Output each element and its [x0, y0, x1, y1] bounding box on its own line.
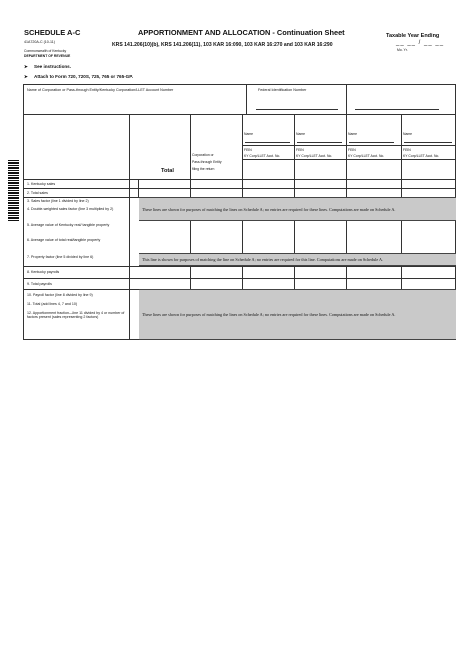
- row-line: [24, 188, 456, 189]
- column-acct-label: KY Corp/LLET Acct. No.: [348, 154, 385, 158]
- name-underline: [349, 142, 394, 143]
- instruction-attach: [24, 74, 133, 80]
- taxable-year-sublabel: Mo. Yr.: [397, 48, 408, 52]
- row-label-line10: 10. Payroll factor (line 8 divided by line 9): [27, 293, 93, 297]
- commonwealth-label: Commonwealth of Kentucky: [24, 49, 67, 53]
- column-acct-label: KY Corp/LLET Acct. No.: [244, 154, 281, 158]
- row-label-line11: 11. Total (add lines 4, 7 and 10): [27, 302, 78, 306]
- column-name-label: Name: [403, 132, 413, 136]
- row-label-line4: 4. Double-weighted sales factor (line 3 multiplied by 2): [27, 207, 114, 211]
- schedule-title: SCHEDULE A-C: [24, 28, 81, 37]
- column-fein-label: FEIN: [244, 148, 252, 152]
- property-factor-note: This line is shown for purposes of matching the line on Schedule A; no entries are required for this line. Computations are made on Schedule A.: [139, 253, 456, 266]
- name-underline: [297, 142, 342, 143]
- column-fein-label: FEIN: [296, 148, 304, 152]
- divider: [246, 84, 247, 114]
- column-name-label: Name: [348, 132, 358, 136]
- header-line: [242, 159, 456, 160]
- total-column-header: Total: [161, 168, 174, 174]
- row-label-line12: 12. Apportionment fraction—line 11 divided by 4 or number of factors present (sales representing 2 factors): [27, 311, 125, 320]
- row-label-line1: 1. Kentucky sales: [27, 182, 56, 186]
- barcode-image: [8, 160, 19, 222]
- row-label-line6: 6. Average value of total real/tangible property: [27, 238, 101, 242]
- row-line: [24, 266, 456, 267]
- header-line: [242, 145, 456, 146]
- arrow-bullet-icon: ➤: [24, 64, 28, 69]
- row-line: [24, 179, 129, 180]
- instruction-text: See instructions.: [34, 64, 72, 69]
- entity-name-field[interactable]: Name of Corporation or Pass-through Entity/Kentucky Corporation/LLET Account Number: [27, 88, 174, 92]
- column-fein-label: FEIN: [348, 148, 356, 152]
- row-label-line9: 9. Total payrolls: [27, 282, 52, 286]
- column-acct-label: KY Corp/LLET Acct. No.: [403, 154, 440, 158]
- column-acct-label: KY Corp/LLET Acct. No.: [296, 154, 333, 158]
- row-label-line7: 7. Property factor (line 5 divided by line 6): [27, 255, 94, 259]
- header-line: [129, 179, 456, 180]
- name-underline: [245, 142, 290, 143]
- column-divider: [129, 115, 130, 340]
- department-label: DEPARTMENT OF REVENUE: [24, 53, 71, 58]
- fein-field[interactable]: Federal Identification Number: [258, 88, 307, 92]
- taxable-year-label: Taxable Year Ending: [386, 33, 440, 39]
- row-label-line8: 8. Kentucky payrolls: [27, 270, 60, 274]
- filer-column-header: Corporation or: [192, 153, 214, 157]
- filer-column-header: Pass-through Entity: [192, 160, 222, 164]
- instruction-see-instructions: [24, 64, 71, 70]
- apportionment-table: [23, 114, 456, 340]
- column-fein-label: FEIN: [403, 148, 411, 152]
- arrow-bullet-icon: ➤: [24, 74, 28, 79]
- row-label-line2: 2. Total sales: [27, 191, 48, 195]
- page-title: APPORTIONMENT AND ALLOCATION - Continuation Sheet: [138, 28, 345, 37]
- row-label-line3: 3. Sales factor (line 1 divided by line 2): [27, 199, 89, 203]
- form-number: 41A720A-C (10-11): [24, 40, 55, 44]
- column-name-label: Name: [296, 132, 306, 136]
- name-underline: [404, 142, 452, 143]
- statute-references: KRS 141.206(10)(b), KRS 141.206(11), 103 KAR 16:090, 103 KAR 16:270 and 103 KAR 16:290: [112, 42, 333, 48]
- instruction-text: Attach to Form 720, 720S, 725, 765 or 765-GP.: [34, 74, 133, 79]
- row-line: [24, 278, 456, 279]
- fein-underline: [256, 109, 338, 110]
- payroll-factor-note: These lines are shown for purposes of matching the lines on Schedule A; no entries are required for these lines. Computations are made on Schedule A.: [139, 289, 456, 340]
- column-name-label: Name: [244, 132, 254, 136]
- row-label-line5: 5. Average value of Kentucky real/ tangible property: [27, 223, 110, 227]
- divider: [346, 84, 347, 114]
- fein-underline: [355, 109, 439, 110]
- sales-factor-note: These lines are shown for purposes of matching the lines on Schedule A; no entries are required for these lines. Computations are made on Schedule A.: [139, 197, 456, 221]
- taxable-year-field[interactable]: __ __ / __ __: [396, 40, 445, 46]
- filer-column-header: filing the return: [192, 167, 215, 171]
